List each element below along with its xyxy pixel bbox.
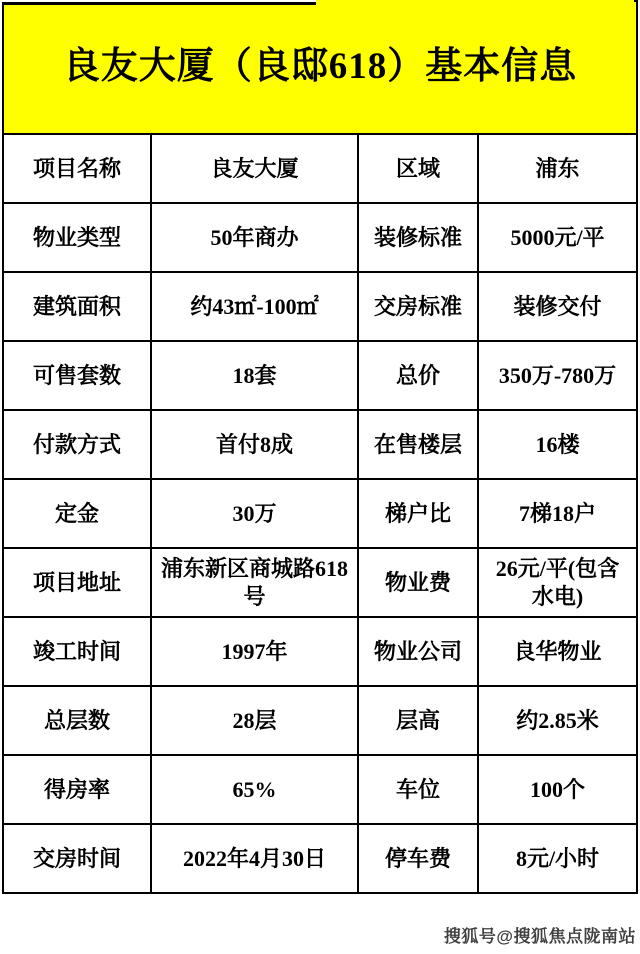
row-value-cell: 8元/小时: [478, 824, 637, 893]
row-label-cell: 区域: [358, 134, 478, 203]
row-label-cell: 物业公司: [358, 617, 478, 686]
row-label-cell: 交房时间: [3, 824, 151, 893]
table-row: [3, 272, 637, 341]
row-label-cell: 装修标准: [358, 203, 478, 272]
row-value-cell: 26元/平(包含水电): [478, 548, 637, 617]
row-label-cell: 竣工时间: [3, 617, 151, 686]
table-title: 良友大厦（良邸618）基本信息: [3, 1, 637, 134]
row-value-cell: 5000元/平: [478, 203, 637, 272]
row-value-cell: 首付8成: [151, 410, 358, 479]
row-label-cell: 得房率: [3, 755, 151, 824]
row-label-cell: 项目地址: [3, 548, 151, 617]
row-value-cell: 16楼: [478, 410, 637, 479]
row-label-cell: 建筑面积: [3, 272, 151, 341]
row-label-cell: 车位: [358, 755, 478, 824]
table-row: [3, 824, 637, 893]
row-label-cell: 在售楼层: [358, 410, 478, 479]
row-value-cell: 50年商办: [151, 203, 358, 272]
row-value-cell: 约2.85米: [478, 686, 637, 755]
row-label-cell: 总价: [358, 341, 478, 410]
table-row: [3, 134, 637, 203]
top-edge-yellow-bleed: [316, 0, 634, 3]
table-row: [3, 617, 637, 686]
row-value-cell: 18套: [151, 341, 358, 410]
table-row: [3, 203, 637, 272]
table-row: [3, 410, 637, 479]
row-label-cell: 梯户比: [358, 479, 478, 548]
row-label-cell: 总层数: [3, 686, 151, 755]
row-value-cell: 浦东: [478, 134, 637, 203]
row-value-cell: 装修交付: [478, 272, 637, 341]
row-label-cell: 物业费: [358, 548, 478, 617]
row-value-cell: 350万-780万: [478, 341, 637, 410]
row-label-cell: 停车费: [358, 824, 478, 893]
row-value-cell: 良华物业: [478, 617, 637, 686]
table-row: [3, 341, 637, 410]
title-row: [3, 1, 637, 134]
row-label-cell: 可售套数: [3, 341, 151, 410]
top-edge-border-line: [2, 2, 316, 5]
table-row: [3, 755, 637, 824]
info-table-body: [3, 1, 637, 893]
sohu-watermark: 搜狐号@搜狐焦点陇南站: [443, 927, 636, 946]
row-value-cell: 28层: [151, 686, 358, 755]
table-row: [3, 686, 637, 755]
row-label-cell: 物业类型: [3, 203, 151, 272]
row-label-cell: 层高: [358, 686, 478, 755]
row-value-cell: 约43㎡-100㎡: [151, 272, 358, 341]
row-value-cell: 浦东新区商城路618号: [151, 548, 358, 617]
row-label-cell: 付款方式: [3, 410, 151, 479]
row-label-cell: 交房标准: [358, 272, 478, 341]
row-value-cell: 7梯18户: [478, 479, 637, 548]
row-value-cell: 65%: [151, 755, 358, 824]
row-label-cell: 项目名称: [3, 134, 151, 203]
table-row: [3, 548, 637, 617]
table-row: [3, 479, 637, 548]
info-table: [2, 0, 638, 894]
row-value-cell: 良友大厦: [151, 134, 358, 203]
row-label-cell: 定金: [3, 479, 151, 548]
row-value-cell: 30万: [151, 479, 358, 548]
row-value-cell: 2022年4月30日: [151, 824, 358, 893]
row-value-cell: 100个: [478, 755, 637, 824]
row-value-cell: 1997年: [151, 617, 358, 686]
